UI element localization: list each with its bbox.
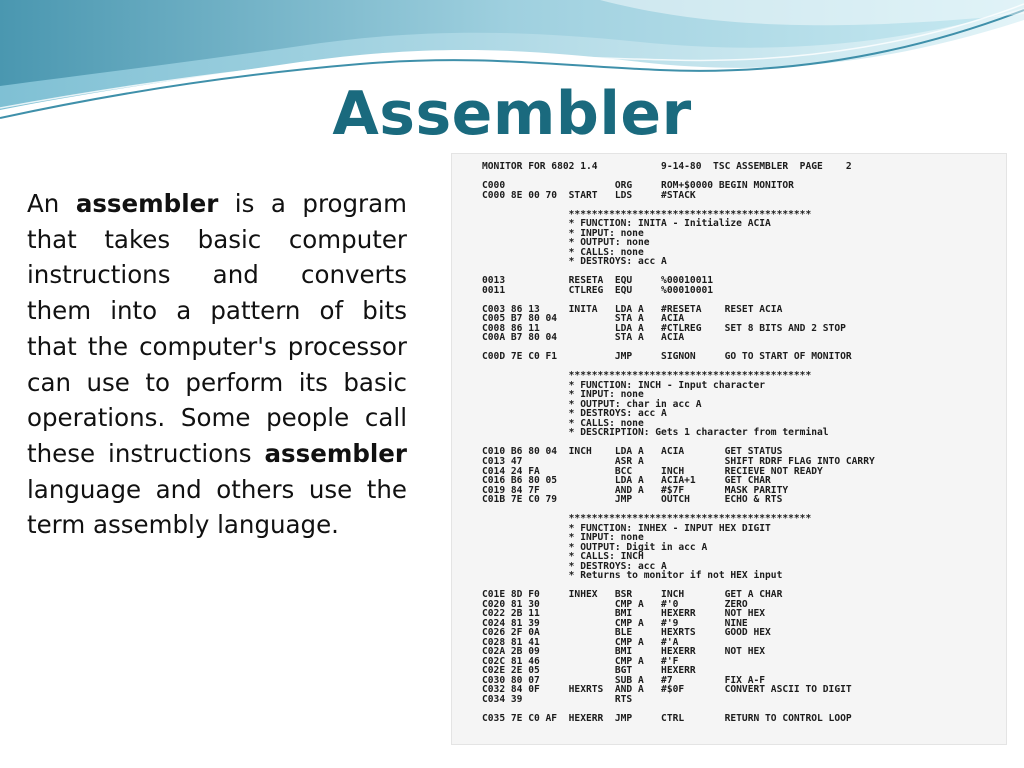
listing-line: C005 B7 80 04 STA A ACIA (482, 313, 685, 325)
listing-line: C01B 7E C0 79 JMP OUTCH ECHO & RTS (482, 494, 783, 506)
assembler-listing-image (451, 153, 1007, 745)
listing-line: C008 86 11 LDA A #CTLREG SET 8 BITS AND 2 STOP (482, 322, 846, 334)
listing-line: * INPUT: none (568, 227, 644, 239)
listing-line: * Returns to monitor if not HEX input (568, 570, 783, 582)
body-text-part-1: An (27, 189, 76, 218)
listing-line: C022 2B 11 BMI HEXERR NOT HEX (482, 608, 766, 620)
listing-line: * INPUT: none (568, 532, 644, 544)
listing-line: ****************************************** (568, 208, 812, 220)
listing-line: * FUNCTION: INHEX - INPUT HEX DIGIT (568, 522, 771, 534)
listing-line: ****************************************** (568, 513, 812, 525)
slide-body-text (27, 186, 407, 543)
listing-line: 0013 RESETA EQU %00010011 (482, 275, 714, 287)
listing-line: C034 39 RTS (482, 693, 633, 705)
listing-line: C032 84 0F HEXRTS AND A #$0F CONVERT ASCII TO DIGIT (482, 684, 852, 696)
listing-line: * DESTROYS: acc A (568, 408, 667, 420)
listing-line: 0011 CTLREG EQU %00010001 (482, 284, 714, 296)
body-text-bold-term-2: assembler (264, 438, 407, 468)
listing-line: MONITOR FOR 6802 1.4 9-14-80 TSC ASSEMBLER PAGE 2 (482, 161, 852, 172)
listing-line: C00A B7 80 04 STA A ACIA (482, 332, 685, 344)
listing-line: * CALLS: INCH (568, 551, 644, 563)
listing-line: * FUNCTION: INITA - Initialize ACIA (568, 218, 771, 230)
listing-line: C010 B6 80 04 INCH LDA A ACIA GET STATUS (482, 446, 783, 458)
listing-line: * DESTROYS: acc A (568, 256, 667, 268)
listing-line: C028 81 41 CMP A #'A (482, 636, 679, 648)
body-text-part-2: is a program that takes basic computer instructions and converts them into a pattern of bits that the computer's processor can use to perform its basic operations. Some people call these instructions (27, 189, 408, 468)
listing-line: C003 86 13 INITA LDA A #RESETA RESET ACIA (482, 303, 783, 315)
listing-line: * DESTROYS: acc A (568, 560, 667, 572)
listing-line: * CALLS: none (568, 417, 644, 429)
listing-line: * DESCRIPTION: Gets 1 character from terminal (568, 427, 829, 439)
listing-line: C016 B6 80 05 LDA A ACIA+1 GET CHAR (482, 475, 771, 487)
listing-line: C02A 2B 09 BMI HEXERR NOT HEX (482, 646, 766, 658)
body-text-bold-term-1: assembler (75, 189, 219, 218)
listing-line: C013 47 ASR A SHIFT RDRF FLAG INTO CARRY (482, 455, 875, 467)
listing-line: * INPUT: none (568, 389, 644, 401)
listing-line: * OUTPUT: char in acc A (568, 398, 702, 410)
listing-line: C02E 2E 05 BGT HEXERR (482, 665, 696, 677)
listing-line: C000 8E 00 70 START LDS #STACK (482, 189, 696, 201)
body-text-part-3: language and others use the term assembly language. (27, 474, 407, 540)
listing-line: * CALLS: none (568, 246, 644, 258)
assembler-listing-code (452, 154, 1006, 723)
listing-line: C024 81 39 CMP A #'9 NINE (482, 617, 748, 629)
listing-line: C014 24 FA BCC INCH RECIEVE NOT READY (482, 465, 823, 477)
listing-line: C026 2F 0A BLE HEXRTS GOOD HEX (482, 627, 771, 639)
listing-line: C000 ORG ROM+$0000 BEGIN MONITOR (482, 180, 794, 192)
listing-line: C035 7E C0 AF HEXERR JMP CTRL RETURN TO CONTROL LOOP (482, 712, 852, 724)
listing-line: ****************************************** (568, 370, 812, 382)
listing-line: C030 80 07 SUB A #7 FIX A-F (482, 674, 766, 686)
listing-line: C02C 81 46 CMP A #'F (482, 655, 679, 667)
slide-title: Assembler (332, 79, 692, 149)
listing-line: * FUNCTION: INCH - Input character (568, 379, 766, 391)
listing-line: * OUTPUT: Digit in acc A (568, 541, 708, 553)
listing-line: C019 84 7F AND A #$7F MASK PARITY (482, 484, 789, 496)
listing-line: C00D 7E C0 F1 JMP SIGNON GO TO START OF MONITOR (482, 351, 852, 363)
listing-line: * OUTPUT: none (568, 237, 650, 249)
listing-line: C020 81 30 CMP A #'0 ZERO (482, 598, 748, 610)
listing-line: C01E 8D F0 INHEX BSR INCH GET A CHAR (482, 589, 783, 601)
